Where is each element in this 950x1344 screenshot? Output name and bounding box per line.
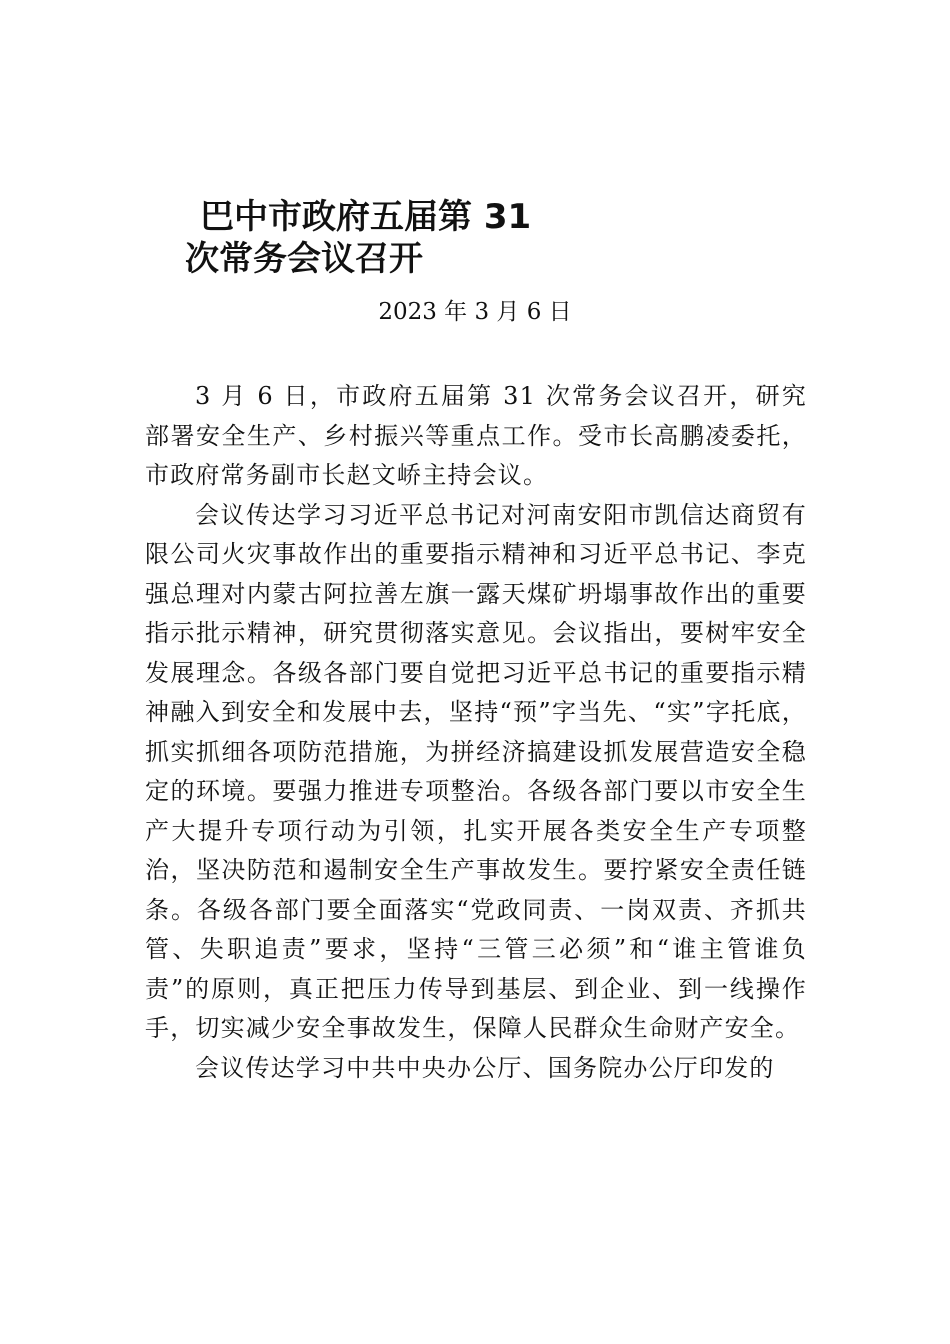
page-title: [185, 196, 605, 280]
paragraph-3: 会议传达学习中共中央办公厅、国务院办公厅印发的: [195, 1053, 775, 1082]
title-line-1: 巴中市政府五届第 31: [200, 197, 532, 237]
paragraph-2: 会议传达学习习近平总书记对河南安阳市凯信达商贸有限公司火灾事故作出的重要指示精神和习近平总书记、李克强总理对内蒙古阿拉善左旗一露天煤矿坍塌事故作出的重要指示批示精神，研究贯彻落实意见。会议指出，要树牢安全发展理念。各级各部门要自觉把习近平总书记的重要指示精神融入到安全和发展中去，坚持“预”字当先、“实”字托底，抓实抓细各项防范措施，为拼经济搞建设抓发展营造安全稳定的环境。要强力推进专项整治。各级各部门要以市安全生产大提升专项行动为引领，扎实开展各类安全生产专项整治，坚决防范和遏制安全生产事故发生。要拧紧安全责任链条。各级各部门要全面落实“党政同责、一岗双责、齐抓共管、失职追责”要求，坚持“三管三必须”和“谁主管谁负责”的原则，真正把压力传导到基层、到企业、到一线操作手，切实减少安全事故发生，保障人民群众生命财产安全。: [145, 500, 807, 1042]
paragraph-1: 3 月 6 日，市政府五届第 31 次常务会议召开，研究部署安全生产、乡村振兴等重点工作。受市长高鹏凌委托，市政府常务副市长赵文峤主持会议。: [145, 382, 807, 489]
publish-date: 2023 年 3 月 6 日: [378, 299, 572, 325]
article-body: [145, 377, 807, 1088]
title-line-2: 次常务会议召开: [185, 239, 423, 279]
